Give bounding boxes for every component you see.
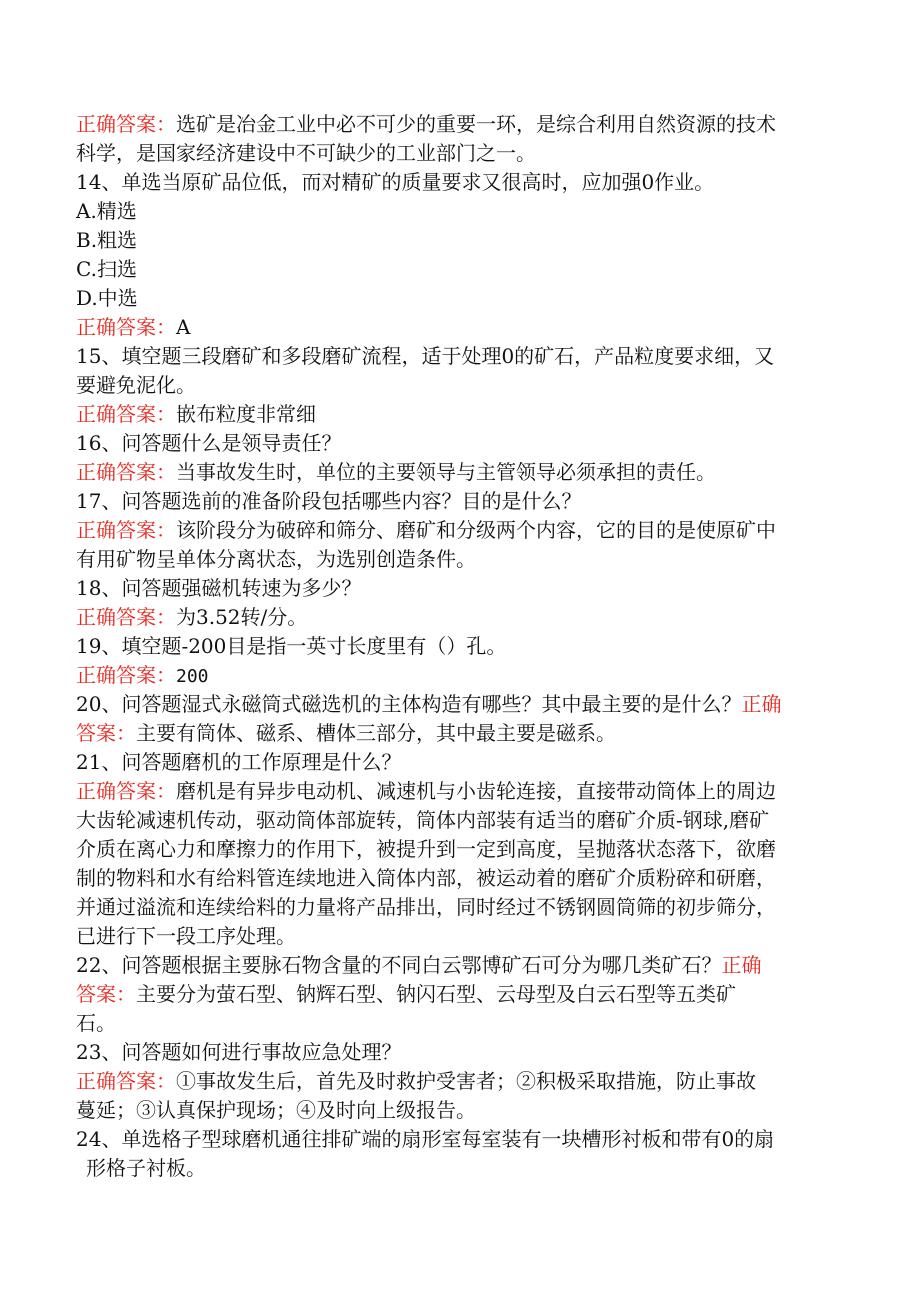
answer-text: 主要分为萤石型、钠辉石型、钠闪石型、云母型及白云石型等五类矿: [136, 982, 736, 1006]
question-24-continued: 形格子衬板。: [86, 1156, 206, 1180]
answer-14: [76, 313, 856, 342]
question-23: 23、问答题如何进行事故应急处理？: [76, 1040, 402, 1064]
answer-text: 当事故发生时，单位的主要领导与主管领导必须承担的责任。: [176, 460, 716, 484]
answer-label: 正确答案：: [76, 779, 176, 803]
answer-label-part: 正确: [741, 692, 782, 716]
answer-15: [76, 400, 856, 429]
question-18: 18、问答题强磁机转速为多少？: [76, 576, 362, 600]
question-14: 14、单选当原矿品位低，而对精矿的质量要求又很高时，应加强0作业。: [76, 170, 715, 194]
answer-text: 主要有筒体、磁系、槽体三部分，其中最主要是磁系。: [136, 721, 616, 745]
answer-19: [76, 661, 856, 691]
question-text: 20、问答题湿式永磁筒式磁选机的主体构造有哪些？其中最主要的是什么？: [76, 692, 742, 716]
answer-text: A: [176, 315, 191, 339]
answer-20: [76, 719, 856, 748]
question-text: 22、问答题根据主要脉石物含量的不同白云鄂博矿石可分为哪几类矿石？: [76, 953, 722, 977]
answer-label-part: 正确: [721, 953, 762, 977]
answer-17: [76, 516, 856, 545]
question-20: [76, 690, 856, 719]
question-24: 24、单选格子型球磨机通往排矿端的扇形室每室装有一块槽形衬板和带有0的扇: [76, 1127, 775, 1151]
answer-text-continued: 科学，是国家经济建设中不可缺少的工业部门之一。: [76, 141, 536, 165]
answer-22-continued: 石。: [76, 1011, 116, 1035]
question-19: 19、填空题-200目是指一英寸长度里有（）孔。: [76, 634, 507, 658]
answer-21: [76, 777, 856, 806]
answer-label: 正确答案：: [76, 112, 176, 136]
answer-21-continued: 大齿轮减速机传动，驱动筒体部旋转，筒体内部装有适当的磨矿介质-钢球,磨矿: [76, 808, 770, 832]
answer-text: 该阶段分为破碎和筛分、磨矿和分级两个内容，它的目的是使原矿中: [176, 518, 776, 542]
answer-text: 磨机是有异步电动机、减速机与小齿轮连接，直接带动筒体上的周边: [176, 779, 776, 803]
answer-23: [76, 1067, 856, 1096]
answer-text: 选矿是冶金工业中必不可少的重要一环，是综合利用自然资源的技术: [176, 112, 776, 136]
question-22: [76, 951, 856, 980]
answer-label: 正确答案：: [76, 315, 176, 339]
answer-text: 嵌布粒度非常细: [176, 402, 316, 426]
option-a: A.精选: [76, 199, 137, 223]
answer-21-continued: 已进行下一段工序处理。: [76, 924, 296, 948]
answer-21-continued: 介质在离心力和摩擦力的作用下，被提升到一定到高度，呈抛落状态落下，欲磨: [76, 837, 776, 861]
answer-line: [76, 110, 856, 139]
question-15: 15、填空题三段磨矿和多段磨矿流程，适于处理0的矿石，产品粒度要求细，又: [76, 344, 775, 368]
answer-23-continued: 蔓延；③认真保护现场；④及时向上级报告。: [76, 1098, 476, 1122]
answer-text: 为3.52转/分。: [176, 605, 308, 629]
answer-label: 正确答案：: [76, 402, 176, 426]
answer-17-continued: 有用矿物呈单体分离状态，为选别创造条件。: [76, 547, 476, 571]
answer-label: 正确答案：: [76, 1069, 176, 1093]
answer-22: [76, 980, 856, 1009]
answer-18: [76, 603, 856, 632]
question-15-continued: 要避免泥化。: [76, 373, 196, 397]
option-b: B.粗选: [76, 228, 138, 252]
question-21: 21、问答题磨机的工作原理是什么？: [76, 750, 402, 774]
answer-21-continued: 制的物料和水有给料管连续地进入筒体内部，被运动着的磨矿介质粉碎和研磨，: [76, 866, 776, 890]
answer-label-part: 答案：: [76, 982, 136, 1006]
question-17: 17、问答题选前的准备阶段包括哪些内容？目的是什么？: [76, 489, 582, 513]
answer-label: 正确答案：: [76, 518, 176, 542]
question-16: 16、问答题什么是领导责任？: [76, 431, 342, 455]
answer-label: 正确答案：: [76, 605, 176, 629]
answer-label: 正确答案：: [76, 663, 176, 687]
option-c: C.扫选: [76, 257, 137, 281]
answer-16: [76, 458, 856, 487]
answer-text: ①事故发生后，首先及时救护受害者；②积极采取措施，防止事故: [176, 1069, 756, 1093]
answer-text: 200: [176, 666, 209, 687]
answer-label: 正确答案：: [76, 460, 176, 484]
option-d: D.中选: [76, 286, 138, 310]
answer-21-continued: 并通过溢流和连续给料的力量将产品排出，同时经过不锈钢圆筒筛的初步筛分，: [76, 895, 776, 919]
answer-label-part: 答案：: [76, 721, 136, 745]
